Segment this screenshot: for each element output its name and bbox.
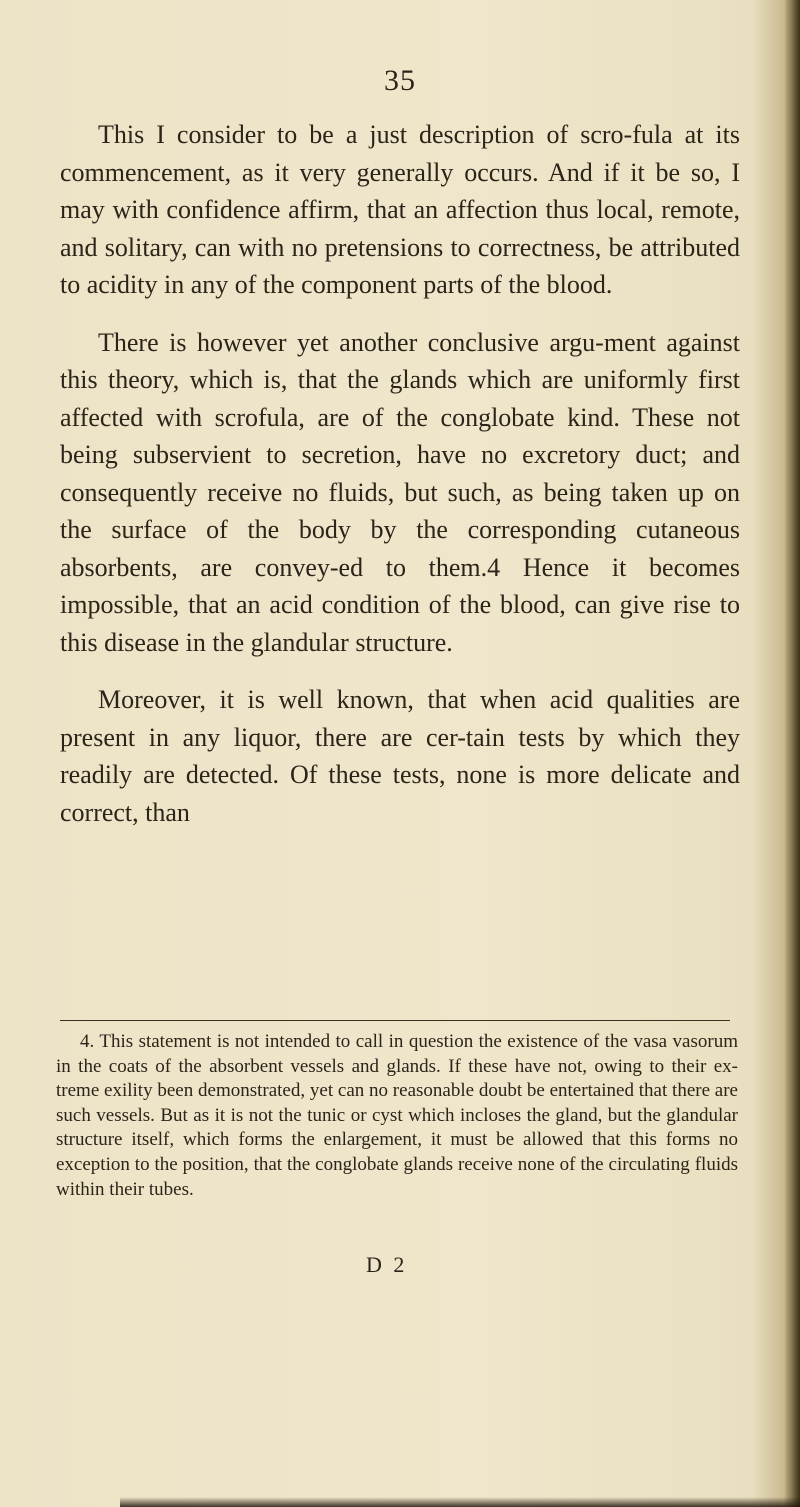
footnote: [56, 1030, 738, 1202]
page-edge-shadow: [784, 0, 800, 1507]
footnote-divider: [60, 1020, 730, 1021]
signature-mark: D 2: [366, 1252, 408, 1277]
page-number: 35: [384, 64, 416, 97]
paragraph-2: There is however yet another conclusive argu-ment against this theory, which is, that the glands which are uniformly first affected with scrofula, are of the conglobate kind. These not being subservient to secretion, have no excretory duct; and consequently receive no fluids, but such, as being taken up on the surface of the body by the corresponding cutaneous absorbents, are convey-ed to them.4 Hence it becomes impossible, that an acid condition of the blood, can give rise to this disease in the glandular structure.: [60, 327, 740, 657]
page-bottom-shadow: [120, 1497, 800, 1507]
paragraph-1: This I consider to be a just description of scro-fula at its commencement, as it very generally occurs. And if it be so, I may with confidence affirm, that an affection thus local, remote, and solitary, can with no pretensions to correctness, be attributed to acidity in any of the component parts of the blood.: [60, 120, 740, 299]
paragraph-3: Moreover, it is well known, that when acid qualities are present in any liquor, there are cer-tain tests by which they readily are detected. Of these tests, none is more delicate and correct, than: [60, 685, 740, 827]
main-text: [60, 116, 740, 831]
footnote-text: 4. This statement is not intended to call in question the existence of the vasa vasorum in the coats of the absorbent vessels and glands. If these have not, owing to their ex-treme exility been demonstrated, yet can no reasonable doubt be entertained that there are such vessels. But as it is not the tunic or cyst which incloses the gland, but the glandular structure itself, which forms the enlargement, it must be allowed that this forms no exception to the position, that the conglobate glands receive none of the circulating fluids within their tubes.: [56, 1031, 738, 1200]
